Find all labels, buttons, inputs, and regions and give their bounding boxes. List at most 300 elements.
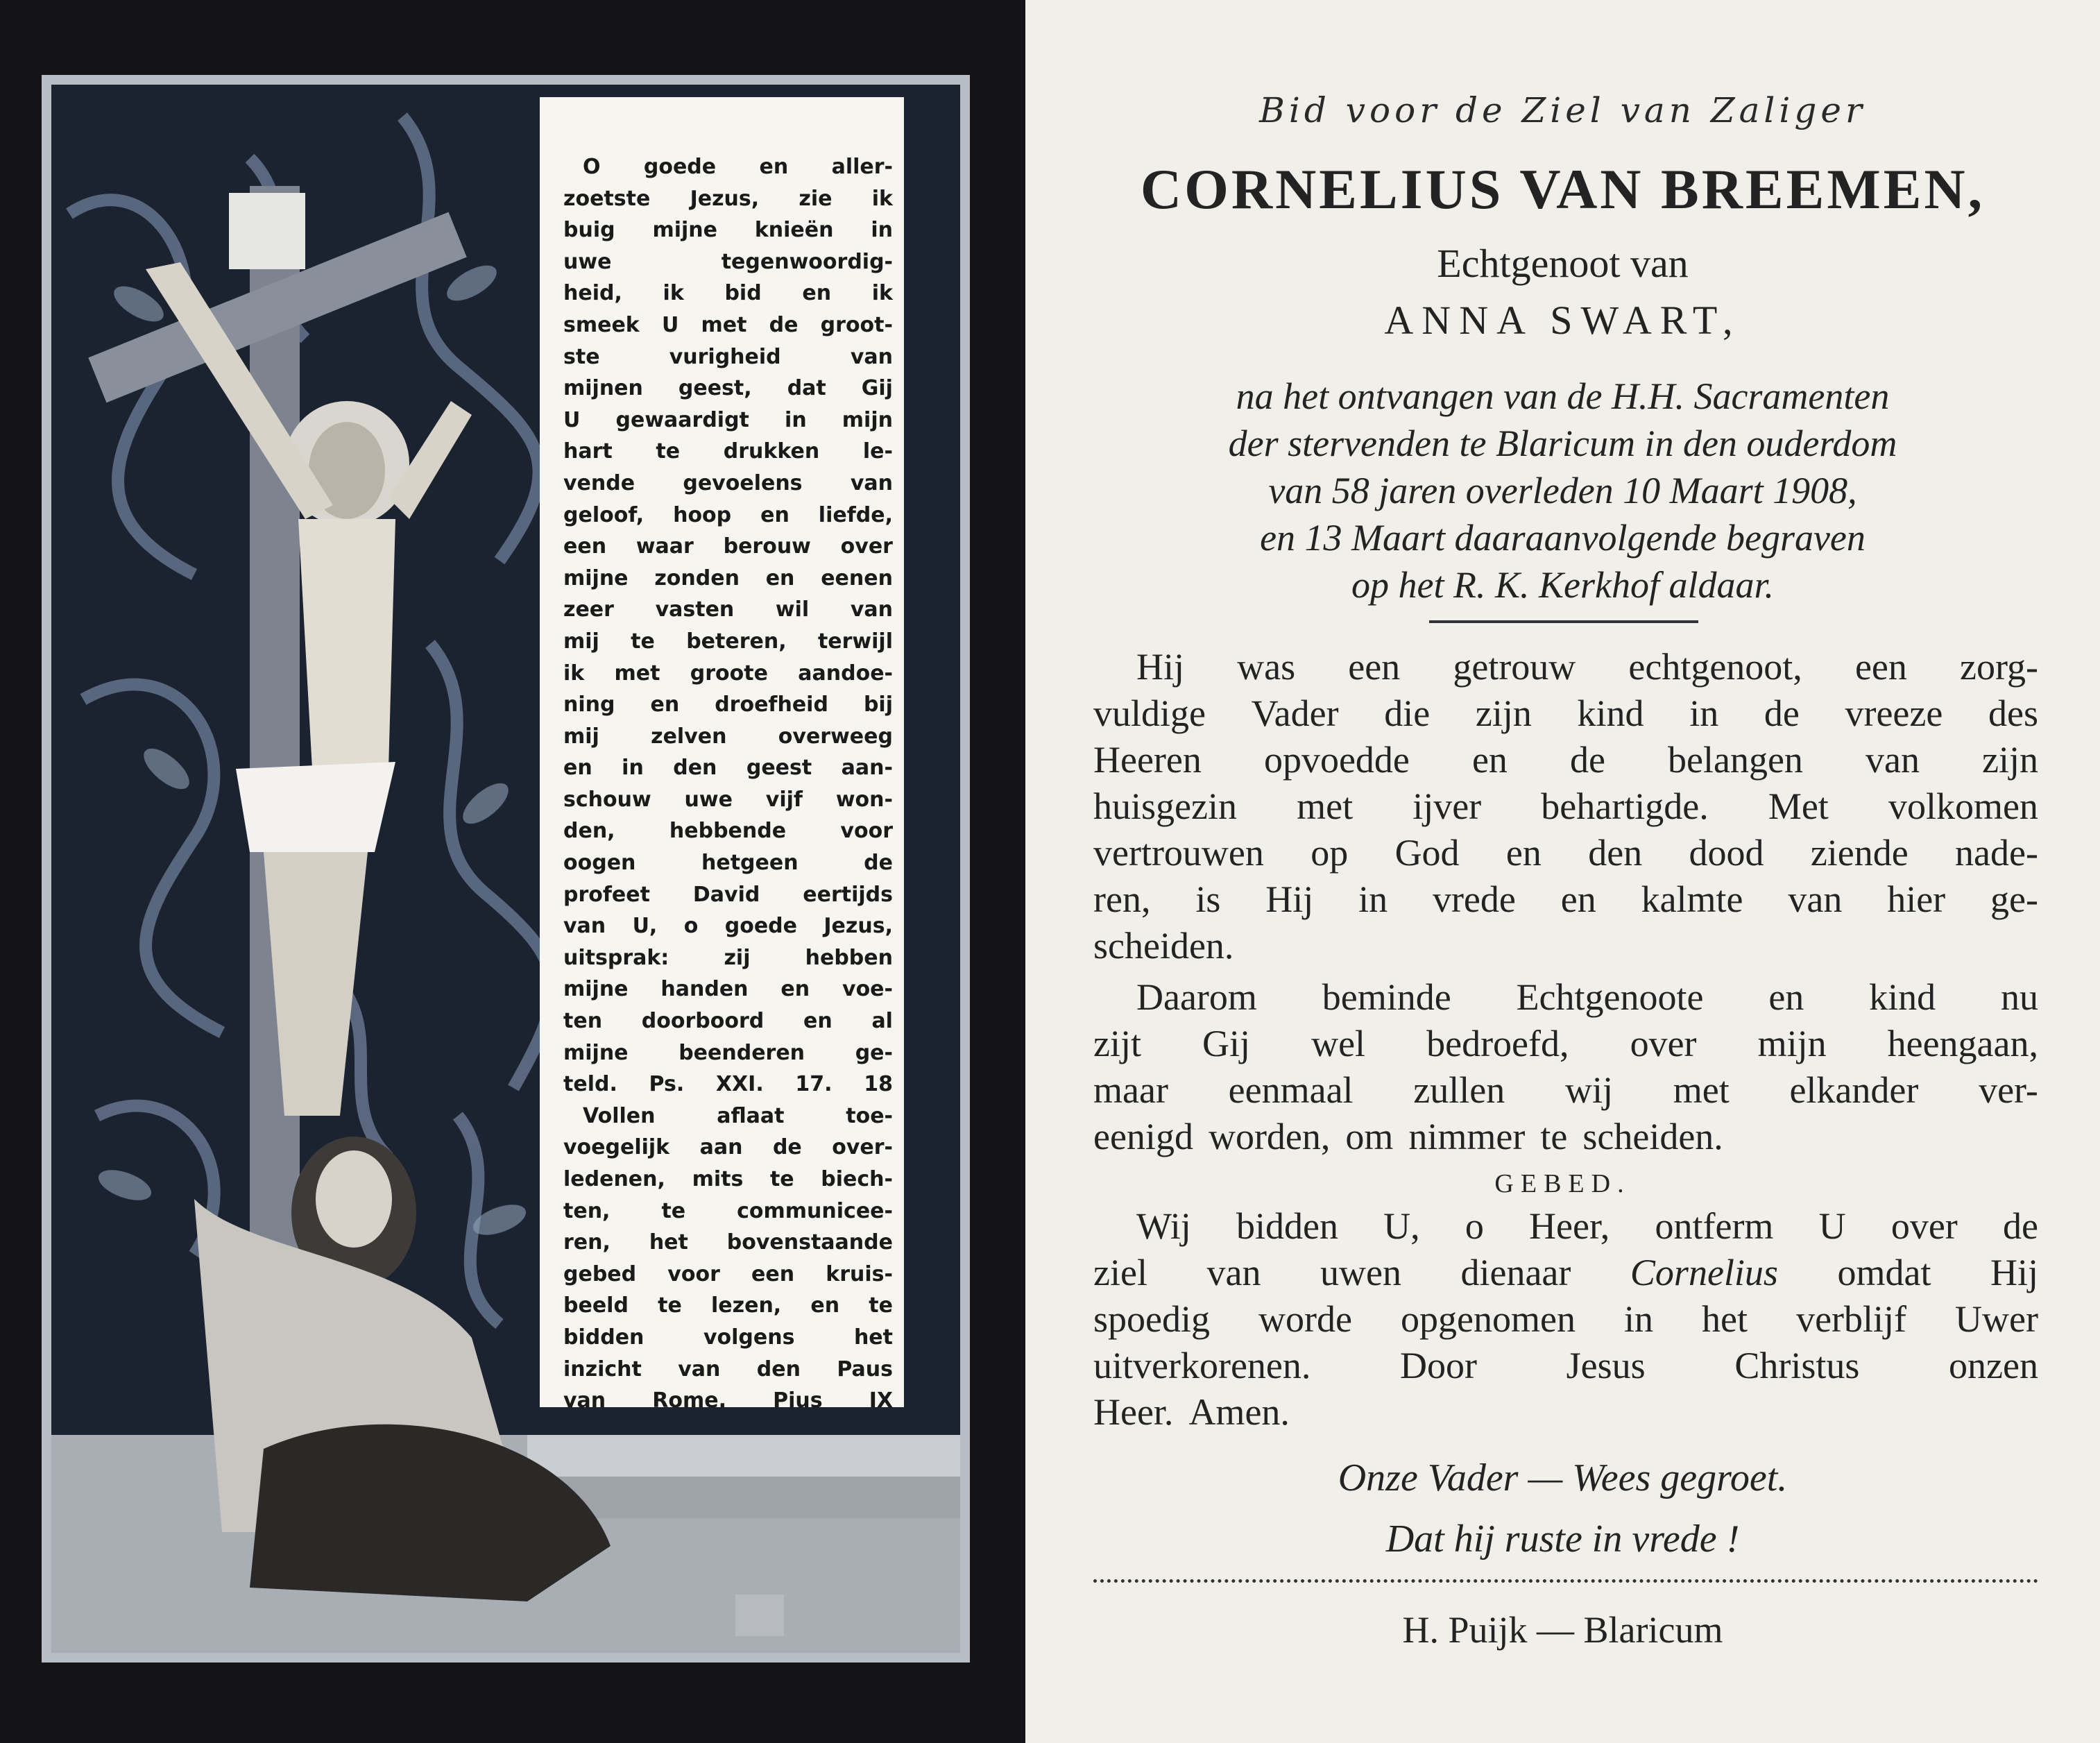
word: ten — [563, 1009, 603, 1034]
prayer-lines — [563, 151, 893, 1100]
prayer-line — [563, 563, 893, 595]
word: U — [661, 312, 679, 337]
word: doorboord — [641, 1009, 765, 1034]
word: droefheid — [715, 692, 828, 717]
word: een — [751, 1261, 795, 1286]
indulgence-line — [563, 1164, 893, 1196]
word: zorg- — [1960, 646, 2038, 688]
word: ik — [663, 281, 684, 306]
word: vijf — [765, 787, 803, 812]
word: hart — [563, 439, 613, 464]
word: nade- — [1955, 832, 2038, 874]
tribute-line — [1093, 692, 2038, 735]
word: over — [840, 534, 893, 559]
word: van — [1865, 739, 1920, 781]
word: U — [1818, 1205, 1846, 1247]
word: aan — [699, 1135, 743, 1160]
word: en — [765, 566, 795, 590]
word: U, — [1383, 1205, 1420, 1247]
word: geloof, — [563, 502, 644, 527]
word: mijn — [842, 407, 893, 432]
word: ijver — [1412, 785, 1482, 827]
indulgence-line — [563, 1196, 893, 1227]
word: communicee- — [737, 1198, 893, 1223]
word: kalmte — [1641, 878, 1743, 920]
word: kind — [1869, 976, 1936, 1018]
word: God — [1394, 832, 1460, 874]
word: met — [1297, 785, 1354, 827]
prayer-line — [563, 721, 893, 753]
word: ge- — [1990, 878, 2038, 920]
word: gebed — [563, 1261, 637, 1286]
word: Uwer — [1955, 1298, 2038, 1340]
word: ning — [563, 692, 615, 717]
indulgence-line — [563, 1100, 893, 1132]
word: vende — [563, 470, 635, 495]
word: voor — [840, 819, 893, 844]
word: Vader — [1251, 692, 1339, 734]
indulgence-line — [563, 1354, 893, 1386]
consolation-line — [1136, 976, 2038, 1019]
word: geest, — [678, 376, 752, 401]
word: eenen — [821, 566, 893, 590]
word: mij — [563, 629, 599, 654]
deceased-name: CORNELIUS VAN BREEMEN, — [1140, 158, 1986, 221]
word: bidden — [563, 1325, 644, 1350]
word: wij — [1564, 1069, 1613, 1111]
word: echtgenoot, — [1628, 646, 1802, 688]
word: beteren, — [686, 629, 787, 654]
details-line-4: en 13 Maart daaraanvolgende begraven — [1260, 517, 1866, 559]
word: vrede — [1432, 878, 1516, 920]
word: bovenstaande — [726, 1230, 893, 1255]
word: toe- — [846, 1103, 893, 1128]
word: volgens — [703, 1325, 795, 1350]
word: in — [1358, 878, 1388, 920]
word: aan- — [841, 756, 893, 781]
word: verblijf — [1796, 1298, 1907, 1340]
word: Cornelius — [1630, 1252, 1778, 1293]
word: schouw — [563, 787, 651, 812]
tribute-line — [1093, 738, 2038, 781]
word: Heer. — [1093, 1391, 1174, 1433]
dotted-divider — [1093, 1579, 2038, 1583]
prayer-line — [563, 784, 893, 816]
word: worden, — [1208, 1116, 1331, 1157]
word: huisgezin — [1093, 785, 1237, 827]
word: voor — [667, 1261, 720, 1286]
details-line-2: der stervenden te Blaricum in den ouderdom — [1228, 423, 1897, 464]
word: Daarom — [1136, 976, 1257, 1018]
word: Hij — [1136, 646, 1185, 688]
prayer-text-line — [1093, 1344, 2038, 1387]
word: groote — [690, 661, 768, 686]
christ-loincloth — [236, 762, 395, 852]
word: hoop — [673, 502, 732, 527]
word: Jesus — [1566, 1345, 1646, 1386]
word: en — [810, 1293, 840, 1318]
word: knieën — [754, 218, 834, 243]
prayer-line — [563, 151, 893, 183]
word: eenigd — [1093, 1116, 1193, 1157]
prayer-line — [563, 246, 893, 278]
divider-rule — [1429, 620, 1698, 623]
prayer-text-line — [1093, 1391, 2038, 1434]
word: hier — [1887, 878, 1946, 920]
word: ren, — [563, 1230, 611, 1255]
word: Hij — [1265, 878, 1314, 920]
word: Pius — [773, 1388, 823, 1413]
word: den — [756, 1357, 801, 1381]
word: het — [1702, 1298, 1748, 1340]
word: en — [780, 977, 810, 1002]
prayer-text-box — [540, 97, 904, 1413]
word: en — [1505, 832, 1542, 874]
word: Hij — [1990, 1252, 2038, 1293]
magdalene-face — [316, 1150, 392, 1248]
word: ver- — [1979, 1069, 2038, 1111]
word: en — [650, 692, 680, 717]
tribute-line — [1136, 645, 2038, 688]
word: wil — [775, 597, 810, 622]
word: van — [850, 597, 893, 622]
spouse-name: ANNA SWART, — [1384, 298, 1741, 343]
word: te — [661, 1198, 686, 1223]
prayer-line — [563, 1069, 893, 1100]
left-panel-card-front — [0, 0, 1025, 1743]
word: gewaardigt — [615, 407, 749, 432]
word: uwe — [563, 249, 612, 274]
word: ziende — [1810, 832, 1909, 874]
word: en — [1471, 739, 1508, 781]
word: Heeren — [1093, 739, 1202, 781]
word: ik — [563, 661, 585, 686]
consolation-line — [1093, 1115, 2038, 1158]
word: vreeze — [1845, 692, 1943, 734]
word: te — [769, 1167, 794, 1191]
word: liefde, — [818, 502, 893, 527]
distant-building — [735, 1595, 784, 1636]
word: terwijl — [817, 629, 893, 654]
consolation-line — [1093, 1069, 2038, 1112]
word: is — [1195, 878, 1221, 920]
word: des — [1988, 692, 2038, 734]
word: mits — [692, 1167, 744, 1191]
tribute-line — [1093, 785, 2038, 828]
word: en — [1560, 878, 1596, 920]
prayer-line — [563, 910, 893, 942]
word: getrouw — [1453, 646, 1576, 688]
prayer-line — [563, 594, 893, 626]
word: die — [1384, 692, 1431, 734]
cross-titulus — [229, 193, 305, 269]
word: en — [563, 756, 592, 781]
word: smeek — [563, 312, 640, 337]
word: nu — [2000, 976, 2038, 1018]
word: en — [802, 281, 832, 306]
word: geest — [746, 756, 812, 781]
word: mijn — [1757, 1023, 1827, 1064]
prayer-line — [563, 436, 893, 468]
word: ziel — [1093, 1252, 1147, 1293]
indulgence-line — [563, 1227, 893, 1259]
prayer-line — [563, 815, 893, 847]
word: hebbende — [669, 819, 787, 844]
word: en — [759, 155, 789, 179]
word: aller- — [831, 155, 893, 179]
word: een — [563, 534, 607, 559]
word: en — [1768, 976, 1804, 1018]
word: ten, — [563, 1198, 611, 1223]
word: zij — [724, 945, 751, 970]
word: mijnen — [563, 376, 643, 401]
word: in — [622, 756, 644, 781]
word: van — [850, 470, 893, 495]
word: beenderen — [678, 1040, 805, 1065]
word: voe- — [842, 977, 893, 1002]
word: zeer — [563, 597, 614, 622]
word: volkomen — [1888, 785, 2038, 827]
closing-rest-in-peace: Dat hij ruste in vrede ! — [1385, 1517, 1740, 1561]
word: Door — [1400, 1345, 1478, 1386]
word: mijne — [652, 218, 717, 243]
word: gevoelens — [683, 470, 803, 495]
word: voegelijk — [563, 1135, 670, 1160]
word: Ps. — [649, 1072, 685, 1097]
word: maar — [1093, 1069, 1168, 1111]
word: U — [563, 407, 581, 432]
word: eenmaal — [1228, 1069, 1354, 1111]
word: de — [1764, 692, 1800, 734]
word: in — [871, 218, 893, 243]
word: 18 — [864, 1072, 893, 1097]
word: de — [2002, 1205, 2038, 1247]
word: van — [850, 344, 893, 369]
card-header: Bid voor de Ziel van Zaliger — [1259, 90, 1866, 130]
word: met — [1673, 1069, 1730, 1111]
word: goede — [724, 914, 797, 939]
word: Met — [1768, 785, 1829, 827]
word: ste — [563, 344, 600, 369]
word: dood — [1689, 832, 1764, 874]
word: scheiden. — [1582, 1116, 1723, 1157]
word: te — [658, 1293, 682, 1318]
consolation-line — [1093, 1022, 2038, 1065]
word: XXI. — [715, 1072, 764, 1097]
prayer-line — [563, 500, 893, 532]
word: mijne — [563, 566, 629, 590]
prayer-line — [563, 879, 893, 911]
word: vertrouwen — [1093, 832, 1264, 874]
prayer-line — [563, 214, 893, 246]
word: teld. — [563, 1072, 617, 1097]
word: opvoedde — [1263, 739, 1410, 781]
word: handen — [660, 977, 749, 1002]
word: kind — [1577, 692, 1644, 734]
prayer-line — [563, 752, 893, 784]
word: en — [760, 502, 789, 527]
word: op — [1311, 832, 1349, 874]
tribute-line — [1093, 924, 2038, 967]
prayer-line — [563, 689, 893, 721]
tribute-line — [1093, 831, 2038, 874]
word: vurigheid — [669, 344, 781, 369]
word: met — [701, 312, 747, 337]
word: hetgeen — [701, 851, 799, 876]
word: van — [563, 914, 606, 939]
word: de — [864, 851, 893, 876]
word: ge- — [855, 1040, 893, 1065]
indulgence-line — [563, 1322, 893, 1354]
prayer-line — [563, 942, 893, 974]
word: van — [1788, 878, 1843, 920]
printer-imprint: H. Puijk — Blaricum — [1402, 1609, 1723, 1651]
word: 17. — [795, 1072, 833, 1097]
word: groot- — [820, 312, 893, 337]
prayer-text-line — [1136, 1205, 2038, 1248]
word: kruis- — [826, 1261, 893, 1286]
word: een — [1348, 646, 1401, 688]
word: een — [1854, 646, 1907, 688]
prayer-line — [563, 183, 893, 215]
word: uitverkorenen. — [1093, 1345, 1311, 1386]
word: dienaar — [1460, 1252, 1571, 1293]
word: nimmer — [1408, 1116, 1526, 1157]
word: was — [1237, 646, 1296, 688]
word: berouw — [723, 534, 811, 559]
word: te — [1540, 1116, 1568, 1157]
word: te — [631, 629, 655, 654]
word: Paus — [837, 1357, 893, 1381]
word: mijne — [563, 977, 629, 1002]
word: omdat — [1837, 1252, 1931, 1293]
word: Rome. — [652, 1388, 726, 1413]
spouse-label: Echtgenoot van — [1437, 241, 1689, 286]
word: den — [1588, 832, 1643, 874]
prayer-line — [563, 278, 893, 309]
word: opgenomen — [1401, 1298, 1576, 1340]
word: onzen — [1949, 1345, 2038, 1386]
word: IX — [869, 1388, 893, 1413]
prayer-line — [563, 341, 893, 373]
word: zoetste — [563, 186, 651, 211]
prayer-line — [563, 658, 893, 690]
indulgence-line — [563, 1132, 893, 1164]
word: bidden — [1236, 1205, 1338, 1247]
word: buig — [563, 218, 615, 243]
word: om — [1345, 1116, 1394, 1157]
word: Christus — [1734, 1345, 1860, 1386]
word: U, — [632, 914, 658, 939]
word: beminde — [1322, 976, 1451, 1018]
word: belangen — [1668, 739, 1803, 781]
word: te — [656, 439, 681, 464]
word: bij — [863, 692, 893, 717]
word: al — [871, 1009, 893, 1034]
word: te — [869, 1293, 893, 1318]
word: uwen — [1320, 1252, 1401, 1293]
word: hebben — [805, 945, 893, 970]
prayer-text-line — [1093, 1298, 2038, 1341]
word: ledenen, — [563, 1167, 665, 1191]
word: heid, — [563, 281, 622, 306]
word: bedroefd, — [1426, 1023, 1569, 1064]
word: Gij — [1202, 1023, 1251, 1064]
word: aflaat — [717, 1103, 785, 1128]
prayer-text-line — [1093, 1251, 2038, 1294]
word: spoedig — [1093, 1298, 1210, 1340]
word: lezen, — [711, 1293, 782, 1318]
word: Heer, — [1529, 1205, 1610, 1247]
word: waar — [635, 534, 694, 559]
prayer-line — [563, 405, 893, 436]
word: wel — [1311, 1023, 1366, 1064]
word: uitsprak: — [563, 945, 669, 970]
word: scheiden. — [1093, 925, 1234, 967]
word: den, — [563, 819, 615, 844]
word: won- — [835, 787, 893, 812]
prayer-line — [563, 847, 893, 879]
word: zelven — [651, 724, 727, 749]
word: goede — [643, 155, 717, 179]
word: mij — [563, 724, 599, 749]
word: bid — [724, 281, 762, 306]
prayer-line — [563, 531, 893, 563]
word: van — [678, 1357, 721, 1381]
indulgence-line — [563, 1259, 893, 1291]
word: tegenwoordig- — [721, 249, 893, 274]
word: David — [692, 882, 760, 907]
word: de — [772, 1135, 802, 1160]
word: o — [683, 914, 699, 939]
prayer-line — [563, 973, 893, 1005]
word: ik — [871, 281, 893, 306]
christ-torso — [298, 519, 395, 769]
word: vasten — [655, 597, 735, 622]
word: dat — [787, 376, 826, 401]
word: in — [785, 407, 807, 432]
word: over — [1630, 1023, 1697, 1064]
word: profeet — [563, 882, 650, 907]
word: vuldige — [1093, 692, 1206, 734]
prayer-heading: GEBED. — [1494, 1169, 1631, 1198]
word: Wij — [1136, 1205, 1191, 1247]
indulgence-line — [563, 1290, 893, 1322]
word: zijt — [1093, 1023, 1141, 1064]
indulgence-line — [563, 1385, 893, 1417]
word: aandoe- — [798, 661, 893, 686]
prayer-line — [563, 626, 893, 658]
closing-prayers: Onze Vader — Wees gegroet. — [1338, 1456, 1788, 1499]
prayer-line — [563, 468, 893, 500]
word: ik — [871, 186, 893, 211]
word: oogen — [563, 851, 636, 876]
word: met — [614, 661, 660, 686]
word: zijn — [1982, 739, 2038, 781]
word: le- — [862, 439, 893, 464]
word: biech- — [821, 1167, 893, 1191]
prayer-line — [563, 1005, 893, 1037]
word: Vollen — [583, 1103, 656, 1128]
word: zijn — [1475, 692, 1532, 734]
word: behartigde. — [1541, 785, 1709, 827]
word: inzicht — [563, 1357, 642, 1381]
word: Amen. — [1188, 1391, 1290, 1433]
word: O — [583, 155, 601, 179]
prayer-line — [563, 309, 893, 341]
word: het — [649, 1230, 688, 1255]
prayer-line — [563, 373, 893, 405]
